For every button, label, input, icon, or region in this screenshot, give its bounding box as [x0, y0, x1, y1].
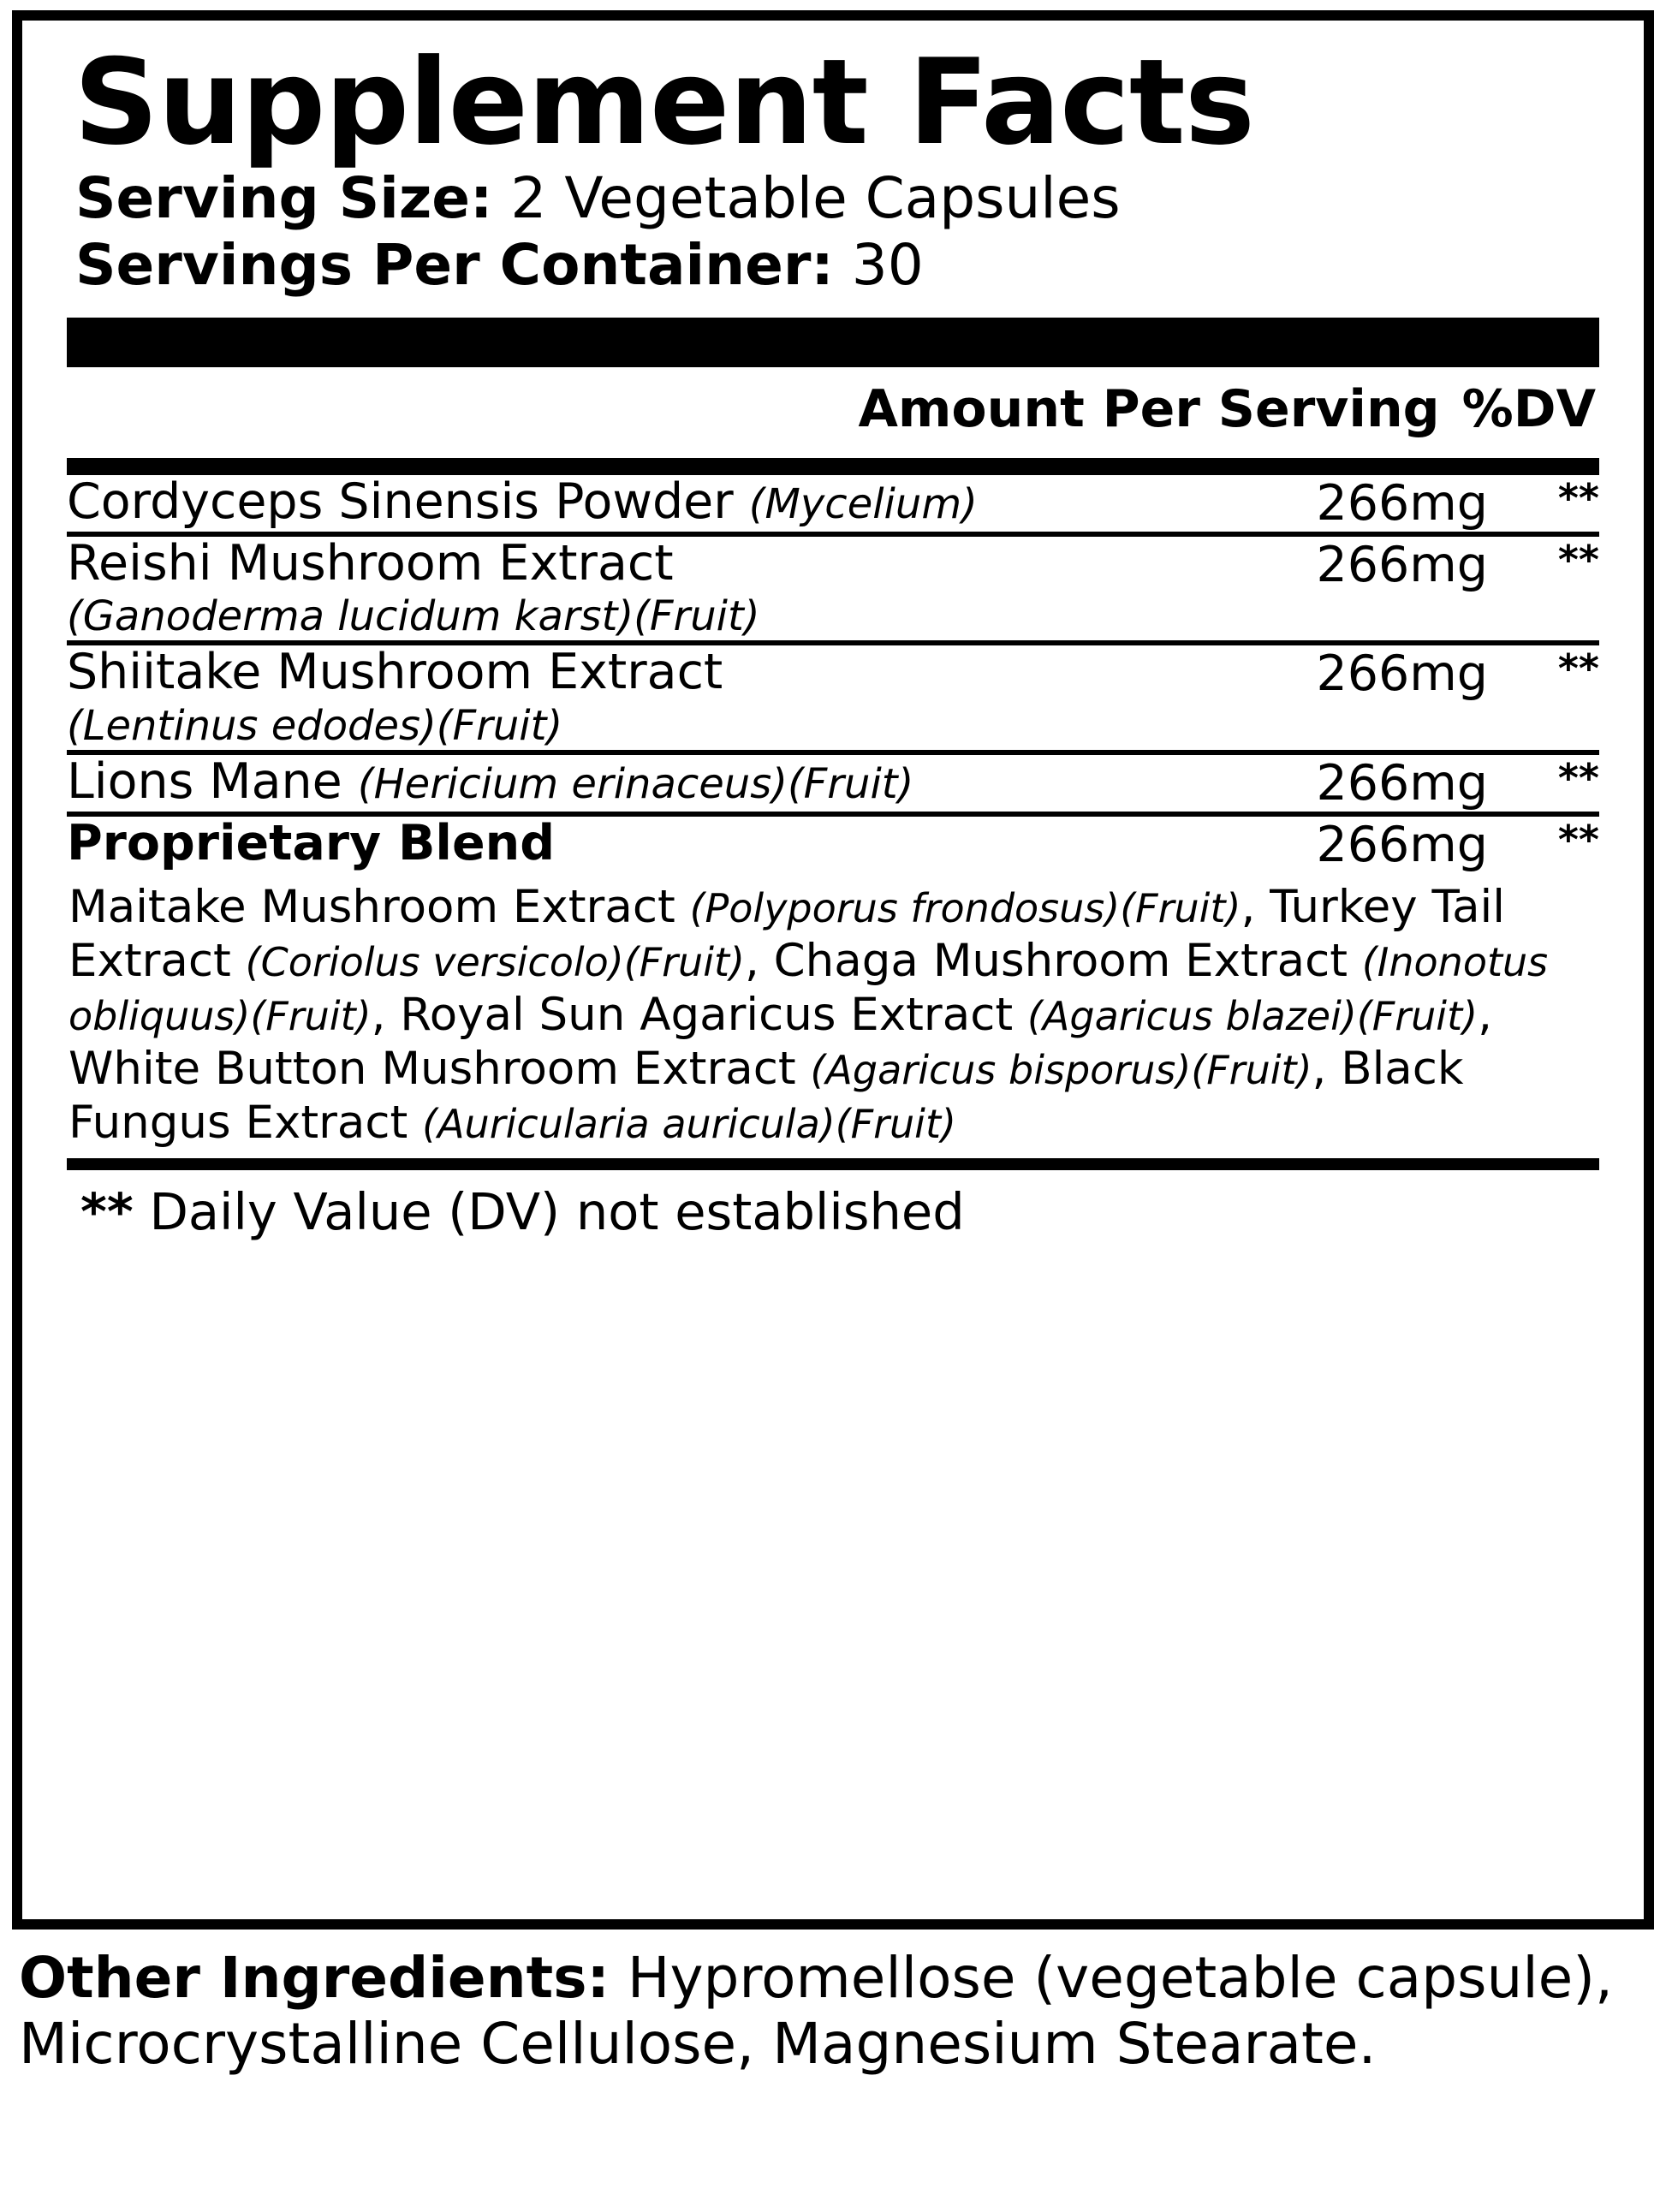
supplement-facts-panel [12, 10, 1654, 1930]
serving-size-line [75, 165, 1599, 232]
ingredient-amount: 266mg [1316, 816, 1488, 873]
ingredient-dv: ** [1557, 816, 1599, 863]
blend-scientific-name: (Polyporus frondosus)(Fruit) [689, 884, 1241, 931]
blend-scientific-name: (Coriolus versicolo)(Fruit) [245, 938, 745, 985]
ingredient-dv: ** [1557, 536, 1599, 583]
blend-scientific-name: (Agaricus bisporus)(Fruit) [810, 1046, 1312, 1093]
blend-ingredient-name: , Turkey Tail Extract [68, 880, 1505, 987]
ingredient-scientific-name: (Lentinus edodes)(Fruit) [67, 701, 563, 750]
thick-divider-top [67, 318, 1599, 367]
table-row [67, 873, 1599, 1158]
dv-note-text: Daily Value (DV) not established [133, 1181, 965, 1241]
table-row [67, 645, 1599, 750]
ingredient-name: Reishi Mushroom Extract (Ganoderma lucidum karst)(Fruit) [67, 537, 1257, 641]
ingredient-amount: 266mg [1316, 474, 1488, 532]
ingredient-amount: 266mg [1316, 645, 1488, 703]
ingredient-name: Shiitake Mushroom Extract (Lentinus edodes)(Fruit) [67, 645, 1257, 750]
other-ingredients-value: Hypromellose (vegetable capsule), Microcrystalline Cellulose, Magnesium Stearate. [19, 1945, 1613, 2078]
ingredient-dv: ** [1557, 474, 1599, 521]
servings-per-container-line [75, 232, 1599, 299]
ingredient-name: Cordyceps Sinensis Powder (Mycelium) [67, 473, 978, 530]
blend-ingredient-name: , Black Fungus Extract [68, 1042, 1464, 1149]
blend-scientific-name: (Agaricus blazei)(Fruit) [1026, 992, 1479, 1039]
ingredient-name: Proprietary Blend [67, 814, 555, 871]
column-header-percent-dv: %DV [1461, 378, 1596, 439]
serving-size-value: 2 Vegetable Capsules [510, 164, 1121, 231]
blend-ingredient-name: , White Button Mushroom Extract [68, 988, 1492, 1095]
ingredient-amount: 266mg [1316, 754, 1488, 812]
servings-per-container-value: 30 [851, 231, 924, 298]
servings-per-container-label: Servings Per Container: [75, 231, 834, 298]
other-ingredients-label: Other Ingredients: [19, 1945, 610, 2011]
page-title: Supplement Facts [74, 33, 1254, 171]
proprietary-blend-ingredients [67, 873, 1599, 1158]
daily-value-note [67, 1170, 1599, 1241]
other-ingredients [9, 1945, 1661, 2077]
bold-divider-bottom [67, 1158, 1599, 1170]
table-row [67, 755, 1599, 812]
ingredient-amount: 266mg [1316, 536, 1488, 593]
serving-size-label: Serving Size: [75, 164, 493, 231]
medium-divider-header [67, 458, 1599, 475]
table-header-row [67, 367, 1599, 451]
table-row [67, 475, 1599, 532]
blend-scientific-name: (Inonotus obliquus)(Fruit) [68, 938, 1549, 1039]
ingredient-dv: ** [1557, 645, 1599, 693]
table-row [67, 817, 1599, 873]
table-row [67, 537, 1599, 641]
blend-ingredient-name: , Royal Sun Agaricus Extract [371, 988, 1027, 1041]
blend-scientific-name: (Auricularia auricula)(Fruit) [422, 1100, 956, 1147]
ingredients-table [67, 475, 1599, 1158]
dv-note-stars: ** [80, 1181, 134, 1241]
column-header-amount-per-serving: Amount Per Serving [858, 378, 1440, 439]
ingredient-name: Lions Mane (Hericium erinaceus)(Fruit) [67, 752, 914, 810]
blend-ingredient-name: Maitake Mushroom Extract [68, 880, 690, 933]
blend-ingredient-name: , Chaga Mushroom Extract [744, 934, 1362, 987]
ingredient-dv: ** [1557, 754, 1599, 801]
ingredient-scientific-name: (Ganoderma lucidum karst)(Fruit) [67, 592, 760, 641]
